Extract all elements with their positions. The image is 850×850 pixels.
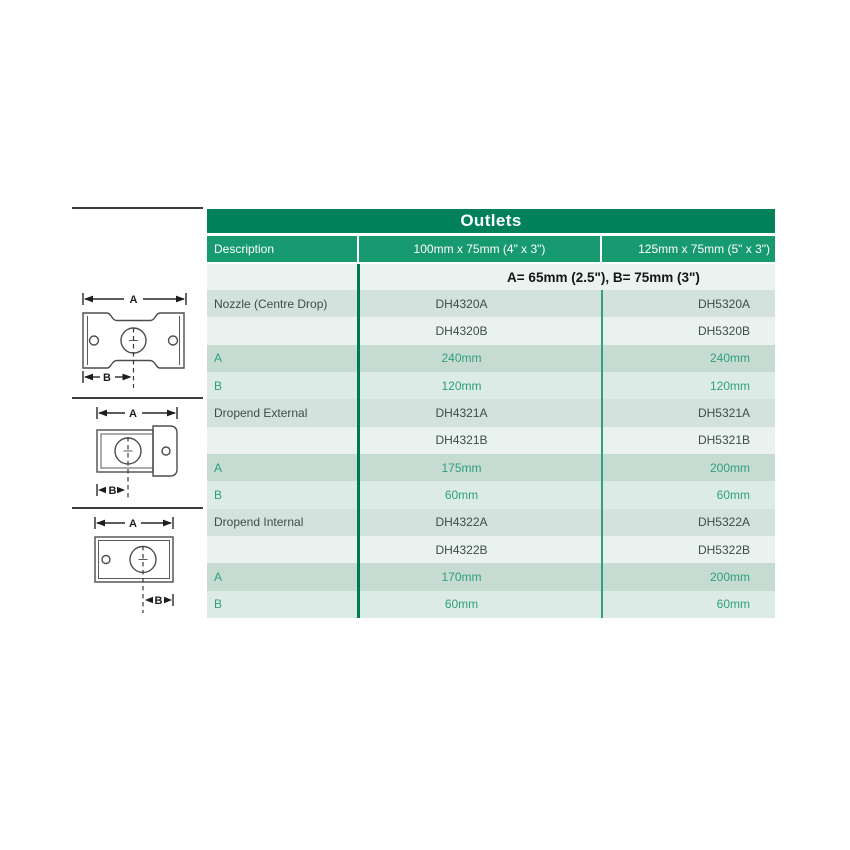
table-row: [207, 345, 775, 372]
divider-line: [72, 207, 203, 209]
table-row: [207, 591, 775, 618]
part-code-100: DH4322A: [360, 509, 603, 536]
dimension-value-100: 60mm: [360, 591, 603, 618]
dim-label-b: B: [108, 485, 117, 497]
row-label: B: [207, 591, 360, 618]
dimension-note-row: [207, 264, 775, 290]
dimension-value-125: 120mm: [709, 378, 750, 393]
part-code-100: DH4322B: [360, 536, 603, 563]
table-title: Outlets: [207, 209, 775, 233]
divider-line: [72, 397, 203, 399]
bolt-hole-right: [169, 336, 178, 345]
dimension-value-125: 200mm: [709, 460, 750, 475]
part-code-100: DH4320A: [360, 290, 603, 317]
bolt-hole: [162, 447, 170, 455]
row-label: Dropend Internal: [207, 509, 360, 536]
table-row: [207, 481, 775, 508]
row-label: A: [207, 454, 360, 481]
dimension-value-100: 60mm: [360, 481, 603, 508]
table-row: [207, 454, 775, 481]
row-label: [207, 317, 360, 344]
table-row: [207, 509, 775, 536]
dim-label-b: B: [103, 372, 111, 384]
diagram-dropend-internal: [83, 512, 185, 616]
part-code-125: DH5320A: [697, 296, 750, 311]
dimension-value-125: 200mm: [709, 569, 750, 584]
note-row-spacer: [207, 264, 360, 290]
part-code-100: DH4321A: [360, 399, 603, 426]
dimension-value-100: 120mm: [360, 372, 603, 399]
column-header-description: Description: [207, 236, 359, 262]
row-label: Dropend External: [207, 399, 360, 426]
table-row: [207, 563, 775, 590]
table-row: [207, 317, 775, 344]
row-label: B: [207, 481, 360, 508]
row-label: [207, 427, 360, 454]
row-label: [207, 536, 360, 563]
part-code-100: DH4321B: [360, 427, 603, 454]
bolt-hole-left: [90, 336, 99, 345]
dimension-note: A= 65mm (2.5"), B= 75mm (3"): [507, 269, 700, 285]
column-header-size-100x75: 100mm x 75mm (4" x 3"): [359, 236, 602, 262]
outlets-table: [207, 209, 775, 618]
table-row: [207, 399, 775, 426]
row-label: A: [207, 563, 360, 590]
part-code-125: DH5321B: [697, 433, 750, 448]
part-code-100: DH4320B: [360, 317, 603, 344]
table-row: [207, 536, 775, 563]
bolt-hole: [102, 556, 110, 564]
part-code-125: DH5322A: [697, 515, 750, 530]
dimension-value-125: 240mm: [709, 351, 750, 366]
divider-line: [72, 507, 203, 509]
diagram-nozzle-centre-drop: [76, 287, 192, 394]
part-code-125: DH5320B: [697, 323, 750, 338]
row-label: A: [207, 345, 360, 372]
table-row: [207, 372, 775, 399]
row-label: B: [207, 372, 360, 399]
column-header-size-125x75: 125mm x 75mm (5" x 3"): [638, 242, 770, 256]
diagram-dropend-external: [85, 402, 185, 504]
dim-label-a: A: [129, 518, 137, 530]
dim-label-a: A: [129, 408, 137, 420]
column-header-row: [207, 236, 775, 262]
dimension-value-125: 60mm: [716, 597, 750, 612]
table-row: [207, 290, 775, 317]
part-code-125: DH5321A: [697, 405, 750, 420]
dimension-value-100: 170mm: [360, 563, 603, 590]
table-row: [207, 427, 775, 454]
dimension-value-100: 175mm: [360, 454, 603, 481]
dim-label-b: B: [154, 595, 163, 607]
dim-label-a: A: [129, 294, 138, 306]
part-code-125: DH5322B: [697, 542, 750, 557]
row-label: Nozzle (Centre Drop): [207, 290, 360, 317]
dimension-value-125: 60mm: [716, 487, 750, 502]
dimension-value-100: 240mm: [360, 345, 603, 372]
